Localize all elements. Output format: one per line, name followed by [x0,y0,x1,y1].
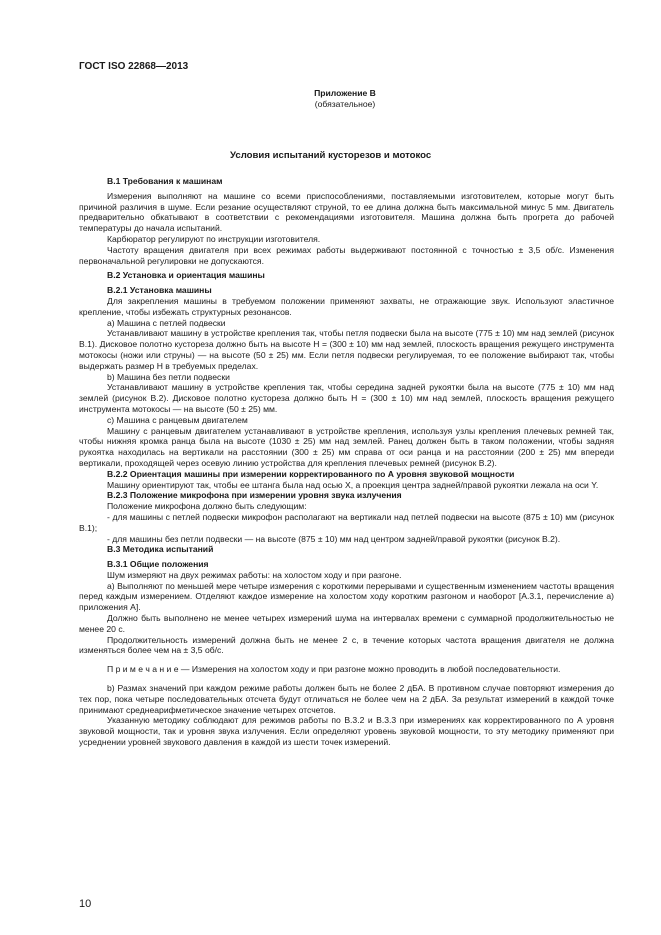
section-heading: В.2.1 Установка машины [107,285,212,296]
paragraph: Частоту вращения двигателя при всех режимах работы выдерживают постоянной с точностью ± 3,5 об/с. Изменения первоначальной регулировки не допускаются. [79,244,614,266]
paragraph: Устанавливают машину в устройстве крепления так, чтобы середина задней рукоятки была на высоте (775 ± 10) мм над землей (рисунок В.2). Дисковое полотно кустореза должно быть H = (300 ± 10) мм над землей, плоскость вращения режущего инструмента мотокосы — на высоте (50 ± 25) мм. [79,382,614,414]
paragraph: - для машины без петли подвески — на высоте (875 ± 10) мм над центром задней/правой рукоятки (рисунок В.2). [107,533,561,544]
paragraph: Для закрепления машины в требуемом положении применяют захваты, не отражающие звук. Используют эластичное крепление, чтобы избежать структурных резонансов. [79,295,614,317]
paragraph: П р и м е ч а н и е — Измерения на холостом ходу и при разгоне можно проводить в любой последовательности. [107,664,561,675]
paragraph: Указанную методику соблюдают для режимов работы по В.3.2 и В.3.3 при измерениях как корректированного по А уровня звуковой мощности, так и уровня звука излучения. Если определяют уровень звуковой мощности, то эту методику применяют при усреднении уровней звукового давления в каждой из шести точек измерений. [79,715,614,748]
section-title: Условия испытаний кусторезов и мотокос [230,150,432,161]
paragraph: Устанавливают машину в устройстве крепления так, чтобы петля подвески была на высоте (775 ± 10) мм над землей (рисунок В.1). Дисковое полотно кустореза должно быть на высоте H = (300 ± 10) мм над землей, плоскость вращения режущего инструмента мотокосы (ножи или струны) — на высоте (50 ± 25) мм. Если петля подвески регулируемая, то ее положение выбирают так, чтобы выдержать размер H в требуемых пределах. [79,328,614,371]
annex-title: Приложение В [314,88,376,98]
paragraph: b) Размах значений при каждом режиме работы должен быть не более 2 дБА. В противном случае повторяют измерения до тех пор, пока четыре последовательных отсчета будут отличаться не более чем на 2 дБА. За результат измерений в каждой точке принимают среднеарифметическое значение четырех отсчетов. [79,683,614,715]
section-heading: В.3 Методика испытаний [107,544,214,555]
section-heading: В.2.2 Ориентация машины при измерении корректированного по А уровня звуковой мощности [107,468,515,479]
paragraph: а) Машина с петлей подвески [107,317,226,328]
paragraph: Машину с ранцевым двигателем устанавливают в устройстве крепления, используя узлы крепления плечевых ремней так, чтобы нижняя кромка ранца была на высоте (1030 ± 25) мм над землей. Ранец должен быть в таком положении, чтобы задняя рукоятка находилась на вертикали на расстоянии (300 ± 25) мм справа от оси ранца и на расстоянии (200 ± 25) мм впереди вертикали, проходящей через осевую линию устройства для крепления плечевых ремней (рисунок В.2). [79,425,614,468]
paragraph: а) Выполняют по меньшей мере четыре измерения с короткими перерывами и существенным изменением частоты вращения перед каждым измерением. Отделяют каждое измерение на холостом ходу коротким разгоном и наоборот [А.3.1, перечисление а) приложения А]. [79,580,614,613]
paragraph: Измерения выполняют на машине со всеми приспособлениями, поставляемыми изготовителем, которые могут быть причиной различия в шуме. Если резание осуществляют струной, то ее длина должна быть максимальной минус 5 мм. Двигатель предварительно обкатывают в соответствии с рекомендациями изготовителя. Машина должна быть прогрета до рабочей температуры до начала испытаний. [79,190,614,234]
paragraph: с) Машина с ранцевым двигателем [107,414,248,425]
paragraph: Продолжительность измерений должна быть не менее 2 с, в течение которых частота вращения двигателя не должна изменяться более чем на ± 3,5 об/с. [79,634,614,656]
section-heading: В.3.1 Общие положения [107,559,209,570]
paragraph: b) Машина без петли подвески [107,371,230,382]
paragraph: Положение микрофона должно быть следующим: [107,501,307,512]
annex-heading [290,88,400,110]
section-heading: В.2.3 Положение микрофона при измерении уровня звука излучения [107,490,402,501]
document-body [79,176,614,748]
paragraph: Машину ориентируют так, чтобы ее штанга была над осью X, а проекция центра задней/правой рукоятки лежала на оси Y. [107,479,599,490]
paragraph: - для машины с петлей подвески микрофон располагают на вертикали над петлей подвески на высоте (875 ± 10) мм (рисунок В.1); [79,511,614,533]
page-number: 10 [79,898,92,910]
annex-status: (обязательное) [314,99,376,109]
section-heading: В.1 Требования к машинам [107,176,223,186]
paragraph: Шум измеряют на двух режимах работы: на холостом ходу и при разгоне. [107,569,402,580]
paragraph: Должно быть выполнено не менее четырех измерений шума на интервалах времени с суммарной продолжительностью не менее 20 с. [79,613,614,634]
section-heading: В.2 Установка и ориентация машины [107,270,265,281]
paragraph: Карбюратор регулируют по инструкции изготовителя. [107,233,321,244]
standard-number: ГОСТ ISO 22868—2013 [79,61,189,72]
